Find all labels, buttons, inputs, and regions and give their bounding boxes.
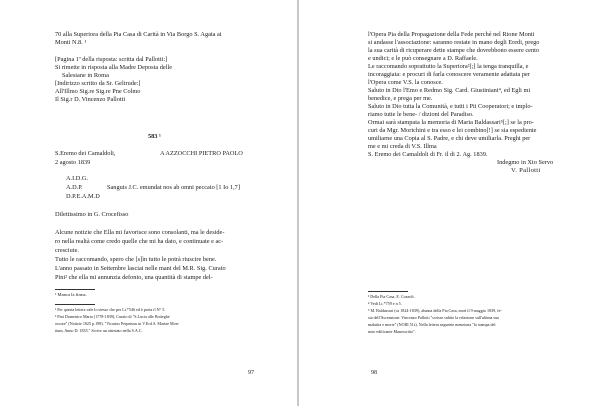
text-line: Saluto in Dio l'Emo e Redmo Sig. Card. Giustiniani⁴, ed Egli mi	[368, 87, 531, 94]
body-line: L'anno passato in Settembre lasciai nelle mani del M.R. Sig. Curato	[55, 265, 226, 272]
signature: V. Pallotti	[511, 167, 541, 174]
footnote: ⁴ Vedi Lt.*759 e n 5.	[368, 301, 402, 306]
text-line: benedice, e prega per me.	[368, 95, 433, 102]
text-line: l'Opera Pia della Propagazione della Fede perché nel Rione Monti	[368, 31, 535, 38]
page-number: 97	[248, 370, 254, 376]
text-line: incoraggiata: e procuri di farla conoscere veramente adattata per	[368, 71, 530, 78]
text-line: All'Illmo Sig.re Sig.re Pne Colmo	[55, 88, 141, 95]
text-line: l'Opera come V.S. la conosce.	[368, 79, 443, 86]
text-line: Saluto in Dio tutta la Comunità, e tutti i Pii Cooperatori; e implo-	[368, 103, 533, 110]
left-page	[0, 0, 297, 406]
footnote: malattia e morte" (NOIII 51s). Nella lettera seguente menziona "la stampa del	[368, 322, 496, 327]
salutation: Dilettissimo in G. Crocefisso	[55, 211, 129, 218]
body-line: Alcune notizie che Ella mi favorisce sono consolanti, ma le deside-	[55, 229, 225, 236]
body-line: Pini² che ella mi annunzia defonto, una quantità di stampe del-	[55, 274, 213, 281]
footnote-rule	[55, 304, 95, 305]
invocation-line: D.P.E.A.M.D	[66, 193, 100, 200]
text-line: [Pagina 1ª della risposta: scritta dal Pallotti:]	[55, 56, 168, 63]
footnote: ³ Della Pia Casa, E. Cozzoli.	[368, 294, 415, 299]
text-line: S. Eremo dei Camaldoli di Fr. il di 2. Ag. 1839.	[368, 151, 488, 158]
text-line: Si rimette in risposta alla Madre Deposta delle	[55, 64, 172, 71]
text-line: 70 alla Superiora della Pia Casa di Carità in Via Borgo S. Agata ai	[55, 31, 222, 38]
footnote: oscure" (Notizie 1825 p.198). "Vicarius Perpetuus in V.Ecd.S. Martae Mon-	[55, 321, 180, 326]
footnote: ⁵ M. Baldassari (ca 1824-1839), alunna della Pia Casa, morì il 9 maggio 1839, fe-	[368, 308, 502, 313]
footnote: ² Pini Domenico Maria (1778-1839), Curato di "S.Lucia alle Botteghe	[55, 314, 170, 319]
text-line: me e mi creda di V.S. Illma	[368, 143, 437, 150]
text-line: e undici; e le può consegnare a D. Raffaele.	[368, 55, 478, 62]
footnote: ¹ Per questa lettera vale lo stesso che per Lt.*546 ed è porta il N° 5.	[55, 307, 166, 312]
letter-number: 583 ¹	[148, 133, 161, 140]
body-line: Tutto le raccomando, spero che [s]ìn tutto le potrà riuscire bene.	[55, 256, 217, 263]
right-page	[299, 0, 596, 406]
text-line: Salesiane in Roma	[62, 72, 109, 79]
invocation-line: A.D.P.	[66, 184, 83, 191]
footnote-rule	[55, 289, 95, 290]
body-line: ro nella realtà come credo quelle che mi ha dato, e continuate e ac-	[55, 238, 224, 245]
invocation-text: Sanguis J.C. emundat nos ab omni peccato [1 Io 1,7]	[107, 184, 240, 191]
closing: Indegmo in Xto Servo	[497, 159, 554, 166]
letter-place: S.Eremo dei Camaldoli,	[55, 150, 116, 157]
footnote: sta dell'Ascensione. Vincenzo Pallotti "scrisse subito la relazione sull'ultima sua	[368, 315, 499, 320]
footnote: noto edificante Manoscritto".	[368, 329, 416, 334]
text-line: la sua carità di ricuperare dette stampe che dovrebbono essere cento	[368, 47, 539, 54]
text-line: si andasse l'associazione: saranno restate in mano degli Eredi, prego	[368, 39, 540, 46]
text-line: Ormai sarà stampata la memoria di Maria Baldassari⁵[;] se la pro-	[368, 119, 534, 126]
text-line: umiliarne una Copia al S. Padre, e chi deve umiliarla. Preghi per	[368, 135, 531, 142]
text-line: [Indirizzo scritto da Sr. Geltrude:]	[55, 80, 141, 87]
page-number: 98	[371, 370, 377, 376]
invocation-line: A.I.D.G.	[66, 175, 89, 182]
letter-date: 2 agosto 1839	[55, 159, 91, 166]
body-line: cresciute.	[55, 247, 79, 254]
footnote: ¹ Manca la firma.	[55, 292, 87, 297]
text-line: Monti N.8. ¹	[55, 39, 87, 46]
footnote: tium, Anno D. 1835." Scrive un attestato nella S.A.C.	[55, 328, 143, 333]
text-line: Le raccomando soprattutto la Superiora²[;] la tenga tranquilla, e	[368, 63, 529, 70]
text-line: curi da Mgr. Morichini e tra esso e lei combino[!] se sia espediente	[368, 127, 537, 134]
letter-recipient: A AZZOCCHI PIETRO PAOLO	[160, 150, 243, 157]
footnote-rule	[368, 291, 408, 292]
text-line: Il Sig.r D. Vincenzo Pallotti	[55, 96, 126, 103]
text-line: riamo tutte le bene- / dizioni del Paradiso.	[368, 111, 474, 118]
